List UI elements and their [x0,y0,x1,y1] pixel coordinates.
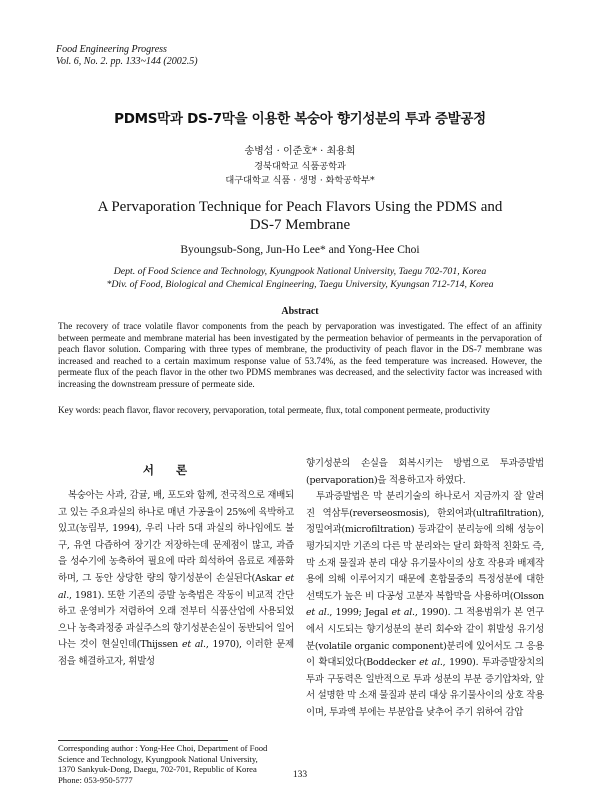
korean-affiliations [0,160,600,188]
right-paragraph-1 [306,489,544,721]
left-paragraph-1 [58,488,294,671]
text-run: , 1970), 이러한 문제점을 해결하고자, 휘발성 [58,639,295,667]
keywords: Key words: peach flavor, flavor recovery, pervaporation, total permeate, flux, total component permeate, productivity [58,405,490,415]
korean-title: PDMS막과 DS-7막을 이용한 복숭아 향기성분의 투과 증발공정 [114,111,486,127]
text-run-italic: et al. [181,639,206,651]
section-heading-introduction: 서론 [142,463,210,477]
journal-name: Food Engineering Progress [56,44,167,55]
text-run-italic: et al. [58,572,294,601]
korean-affiliation-1: 경북대학교 식품공학과 [254,161,346,172]
left-column [58,488,294,671]
text-run: , 1990). 그 적용범위가 본 연구에서 시도되는 향기성분의 분리 회수와 같이 휘발성 유기성분(volatile organic component)분리에 있어서도 그 응용이 확대되었다(Boddecker [306,607,544,669]
korean-authors: 송병섭 · 이준호* · 최용희 [244,146,356,157]
text-run: , 1981). 또한 기존의 증발 농축법은 작동이 비교적 간단하고 운영비가 저렴하여 오래 전부터 식품산업에 사용되었으나 농축과정중 과실주스의 향기성분손실이 동반되어 일어나는 것이 현실인데(Thijssen [58,589,294,651]
text-run-italic: et al. [419,657,443,669]
footnote-line: Science and Technology, Kyungpook National University, [58,753,258,764]
english-title-line-2: DS-7 Membrane [249,217,351,233]
right-column [306,456,544,722]
english-affiliations [0,265,600,291]
journal-header [56,44,198,68]
korean-affiliation-2: 대구대학교 식품 · 생명 · 화학공학부* [225,175,375,186]
right-paragraph-0: 향기성분의 손실을 회복시키는 방법으로 투과증발법(pervaporation)을 적용하고자 하였다. [306,458,544,486]
english-title-line-1: A Pervaporation Technique for Peach Flavors Using the PDMS and [97,199,503,215]
text-run: 복숭아는 사과, 감귤, 배, 포도와 함께, 전국적으로 재배되고 있는 주요과실의 하나로 매년 가공율이 25%에 육박하고 있고(농림부, 1994), 우리 나라 5대 과실의 하나임에도 불구, 유연 다즙하여 장기간 저장하는데 문제점이 많고, 과즙을 성수기에 농축하여 필요에 따라 희석하여 음료로 제품화하며, 그 동안 상당한 량의 향기성분이 손실된다(Askar [58,490,294,584]
text-run: , 1990). 투과증발장치의 투과 구동력은 일반적으로 투과 성분의 부분 증기압차와, 앞서 설명한 막 소재 물질과 분리 대상 유기물사이의 상호 작용이며, 투과액 부에는 부분압을 낮추어 주기 위하여 감압 [306,657,544,718]
english-affiliation-1: Dept. of Food Science and Technology, Kyungpook National University, Taegu 702-701, Korea [113,266,487,277]
abstract-text: The recovery of trace volatile flavor components from the peach by pervaporation was investigated. The effect of an affinity between permeate and membrane material has been investigated by the permeation behavior of permeants in the pervaporation of peach flavor solution. Comparing with three types of membrane, the productivity of peach flavor in the DS-7 membrane was increased and reached to a certain maximum response value of 53.74%, as the feed temperature was increased. However, the permeate flux of the peach flavor in the other two PDMS membranes was decreased, and the selectivity factor was increased with increasing the downstream pressure of permeate side. [58,321,542,389]
text-run-italic: et al. [306,607,330,619]
abstract-heading: Abstract [281,306,319,317]
journal-volume: Vol. 6, No. 2. pp. 133~144 (2002.5) [56,56,198,67]
footnote-line: Corresponding author : Yong-Hee Choi, Department of Food [58,743,268,753]
text-run: , 1999; Jegal [329,607,392,619]
footnote-divider [58,740,228,741]
footnote-line: 1370 Sankyuk-Dong, Daegu, 702-701, Republic of Korea [58,764,257,775]
english-affiliation-2: *Div. of Food, Biological and Chemical Engineering, Taegu University, Kyungsan 712-714, Korea [106,279,494,290]
english-authors: Byoungsub-Song, Jun-Ho Lee* and Yong-Hee Choi [180,244,420,256]
footnote-line: Phone: 053-950-5777 [58,774,133,785]
english-title [0,198,600,234]
page-number: 133 [292,770,308,780]
text-run: 투과증발법은 막 분리기술의 하나로서 지금까지 잘 알려진 역삼투(reverseosmosis), 한외여과(ultrafiltration), 정밀여과(microfiltration) 등과같이 분리능에 의해 성능이 평가되지만 기존의 다른 막 분리와는 달리 화학적 친화도 즉, 막 소재 물질과 분리 대상 유기물사이의 상호 작용과 배제작용에 의해 이루어지기 때문에 혼합물중의 특정성분에 대한 선택도가 높은 비 다공성 고분자 복합막을 사용하며(Olsson [306,491,544,602]
text-run-italic: et al. [391,607,415,619]
